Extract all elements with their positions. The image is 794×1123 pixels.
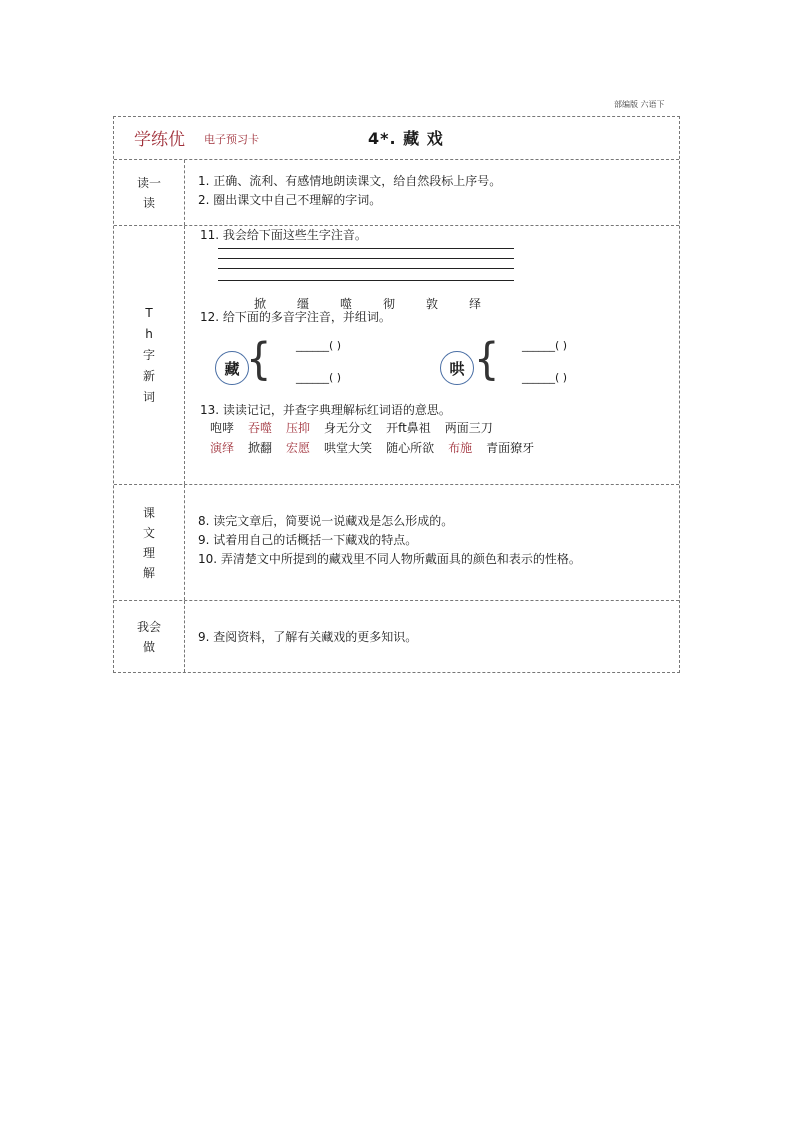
brace-icon: { (246, 333, 272, 385)
understand-label (114, 485, 185, 600)
poly-char-1: 藏 (224, 359, 240, 378)
pinyin-line-1 (218, 248, 514, 249)
words-content (198, 226, 673, 484)
read-content (198, 160, 673, 225)
vocab-word: 掀翻 (248, 441, 273, 455)
char-item: 彻 (383, 297, 396, 311)
char-item: 敦 (426, 297, 439, 311)
vocab-word: 哄堂大笑 (324, 441, 373, 455)
understand-label-text: 课 文 理 解 (142, 505, 155, 580)
vocab-word-highlighted: 吞噬 (248, 421, 273, 435)
char-item: 噬 (340, 297, 353, 311)
words-row (114, 226, 679, 485)
words-label (114, 226, 185, 484)
char-item: 缰 (297, 297, 310, 311)
words-label-text: Th 字 新 词 (142, 305, 155, 404)
vocab-row-1 (210, 419, 507, 436)
vocab-word: 身无分文 (324, 421, 373, 435)
read-row (114, 160, 679, 226)
read-item-2: 2. 圈出课文中自己不理解的字词。 (198, 193, 382, 207)
do-label (114, 601, 185, 672)
vocab-word: 开ft鼻祖 (386, 421, 431, 435)
vocab-word-highlighted: 宏愿 (286, 441, 311, 455)
vocab-word: 随心所欲 (386, 441, 435, 455)
poly-char-circle-1 (215, 351, 249, 385)
read-label (114, 160, 185, 225)
subtitle: 电子预习卡 (204, 133, 259, 146)
read-item-1: 1. 正确、流利、有感情地朗读课文，给自然段标上序号。 (198, 174, 502, 188)
question-12: 12. 给下面的多音字注音，并组词。 (200, 310, 391, 324)
char-item: 掀 (254, 297, 267, 311)
lesson-title: 4*. 藏 戏 (368, 129, 444, 148)
poly-blank-2b: ______( ) (522, 371, 568, 384)
pinyin-line-3 (218, 268, 514, 269)
vocab-word: 两面三刀 (444, 421, 493, 435)
vocab-word: 青面獠牙 (486, 441, 535, 455)
pinyin-line-2 (218, 258, 514, 259)
understand-item-2: 9. 试着用自己的话概括一下藏戏的特点。 (198, 533, 418, 547)
do-label-text: 我会做 (136, 619, 161, 654)
edition-label: 部编版 六语下 (614, 100, 665, 109)
question-11: 11. 我会给下面这些生字注音。 (200, 228, 367, 242)
poly-char-2: 哄 (449, 359, 465, 378)
vocab-word-highlighted: 演绎 (210, 441, 235, 455)
understand-item-3: 10. 弄清楚文中所提到的藏戏里不同人物所戴面具的颜色和表示的性格。 (198, 552, 581, 566)
pinyin-line-4 (218, 280, 514, 281)
understand-row (114, 485, 679, 601)
do-item: 9. 查阅资料，了解有关藏戏的更多知识。 (198, 630, 418, 644)
poly-char-circle-2 (440, 351, 474, 385)
read-label-text: 读一读 (136, 175, 161, 210)
brand-title: 学练优 (134, 130, 185, 150)
poly-blank-1a: ______( ) (296, 339, 342, 352)
preview-card (113, 116, 680, 673)
poly-blank-1b: ______( ) (296, 371, 342, 384)
brace-icon: { (474, 333, 500, 385)
understand-content (198, 485, 673, 600)
do-row (114, 601, 679, 672)
question-13: 13. 读读记记，并查字典理解标红词语的意思。 (200, 403, 451, 417)
header-row (114, 117, 679, 160)
do-content (198, 601, 673, 672)
vocab-row-2 (210, 439, 548, 456)
poly-blank-2a: ______( ) (522, 339, 568, 352)
vocab-word-highlighted: 布施 (448, 441, 473, 455)
understand-item-1: 8. 读完文章后，简要说一说藏戏是怎么形成的。 (198, 514, 454, 528)
vocab-word: 咆哮 (210, 421, 235, 435)
char-item: 绎 (469, 297, 482, 311)
vocab-word-highlighted: 压抑 (286, 421, 311, 435)
